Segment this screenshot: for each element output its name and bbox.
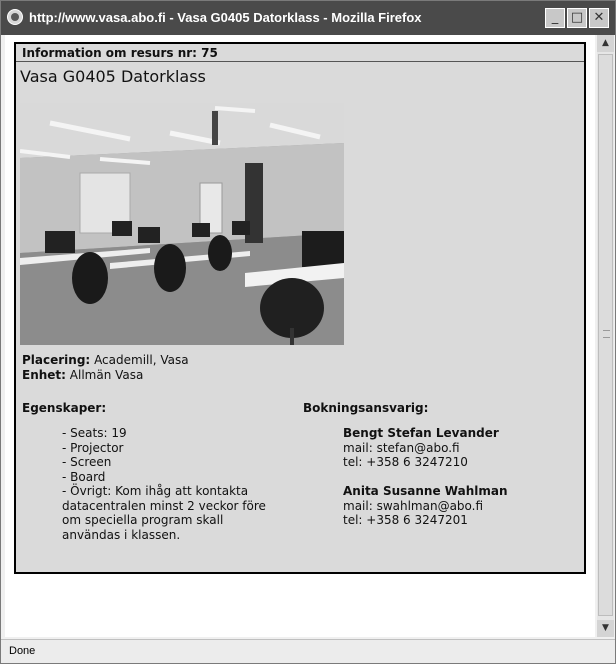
property-item: - Övrigt: Kom ihåg att kontakta datacentralen minst 2 veckor före om speciella program skall användas i klassen. — [62, 484, 266, 542]
window-title: http://www.vasa.abo.fi - Vasa G0405 Datorklass - Mozilla Firefox — [29, 10, 422, 25]
enhet-line — [22, 368, 143, 383]
enhet-value: Allmän Vasa — [69, 368, 144, 382]
placering-label: Placering: — [22, 353, 91, 367]
contact-name: Bengt Stefan Levander — [343, 426, 499, 440]
status-bar — [1, 639, 615, 663]
classroom-photo — [20, 103, 344, 345]
property-item: - Board — [62, 469, 106, 484]
grip-icon — [603, 330, 610, 338]
properties-list — [62, 426, 272, 542]
contact-tel: tel: +358 6 3247201 — [343, 513, 468, 527]
maximize-button[interactable]: □ — [567, 8, 587, 28]
placering-line — [22, 353, 189, 368]
classroom-photo-image — [20, 103, 344, 345]
property-item: - Projector — [62, 440, 124, 455]
placering-value: Academill, Vasa — [94, 353, 189, 367]
minimize-button[interactable]: _ — [545, 8, 565, 28]
contact-name: Anita Susanne Wahlman — [343, 484, 508, 498]
panel-header: Information om resurs nr: 75 — [16, 44, 584, 62]
contact-card — [343, 426, 499, 470]
status-text: Done — [9, 645, 36, 657]
close-button[interactable]: ✕ — [589, 8, 609, 28]
egenskaper-heading: Egenskaper: — [22, 401, 107, 415]
enhet-label: Enhet: — [22, 368, 66, 382]
property-item: - Seats: 19 — [62, 426, 127, 440]
contact-card — [343, 484, 508, 528]
vertical-scrollbar[interactable] — [597, 35, 614, 637]
title-bar[interactable] — [1, 1, 615, 35]
scroll-up-arrow-icon[interactable]: ▲ — [597, 35, 614, 52]
contact-mail: mail: stefan@abo.fi — [343, 440, 460, 455]
contact-mail: mail: swahlman@abo.fi — [343, 498, 484, 513]
scrollbar-thumb[interactable] — [598, 54, 613, 616]
page-content — [5, 35, 595, 637]
resource-title: Vasa G0405 Datorklass — [20, 67, 206, 86]
property-item: - Screen — [62, 455, 112, 469]
resource-info-panel — [14, 42, 586, 574]
firefox-icon — [7, 9, 23, 25]
scroll-down-arrow-icon[interactable]: ▼ — [597, 620, 614, 637]
bokningsansvarig-heading: Bokningsansvarig: — [303, 401, 429, 415]
contact-tel: tel: +358 6 3247210 — [343, 455, 468, 469]
